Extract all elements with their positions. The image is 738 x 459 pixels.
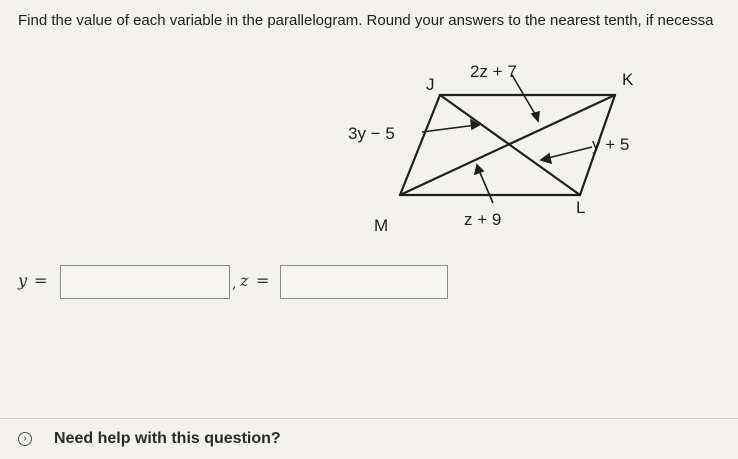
y-answer-input[interactable] — [60, 265, 230, 299]
arrow-top-head — [532, 112, 539, 121]
arrow-bottom — [478, 168, 493, 203]
section-divider — [0, 418, 738, 419]
vertex-m: M — [374, 216, 389, 235]
label-bottom: z + 9 — [464, 210, 502, 229]
answer-separator: , — [232, 276, 237, 292]
answer-row — [18, 262, 478, 302]
label-top: 2z + 7 — [470, 62, 517, 81]
chevron-right-icon: › — [18, 432, 32, 446]
help-link[interactable] — [18, 430, 281, 448]
y-variable-label: y — [18, 271, 28, 290]
arrow-top — [512, 75, 538, 119]
arrow-left — [422, 125, 476, 132]
y-equals-sign: = — [34, 271, 48, 290]
label-right: y + 5 — [592, 135, 630, 154]
z-variable-label: z — [240, 271, 249, 290]
arrow-right-head — [541, 154, 551, 163]
question-text: Find the value of each variable in the parallelogram. Round your answers to the nearest tenth, if necessa — [18, 12, 714, 29]
vertex-l: L — [576, 198, 586, 217]
z-equals-sign: = — [256, 271, 270, 290]
diagonal-mk — [400, 95, 615, 195]
parallelogram-diagram — [330, 55, 670, 240]
vertex-j: J — [426, 75, 435, 94]
help-label: Need help with this question? — [54, 430, 281, 447]
arrow-right — [544, 147, 592, 159]
label-left: 3y − 5 — [348, 124, 395, 143]
z-answer-input[interactable] — [280, 265, 448, 299]
arrow-bottom-head — [475, 165, 483, 174]
vertex-k: K — [622, 70, 634, 89]
